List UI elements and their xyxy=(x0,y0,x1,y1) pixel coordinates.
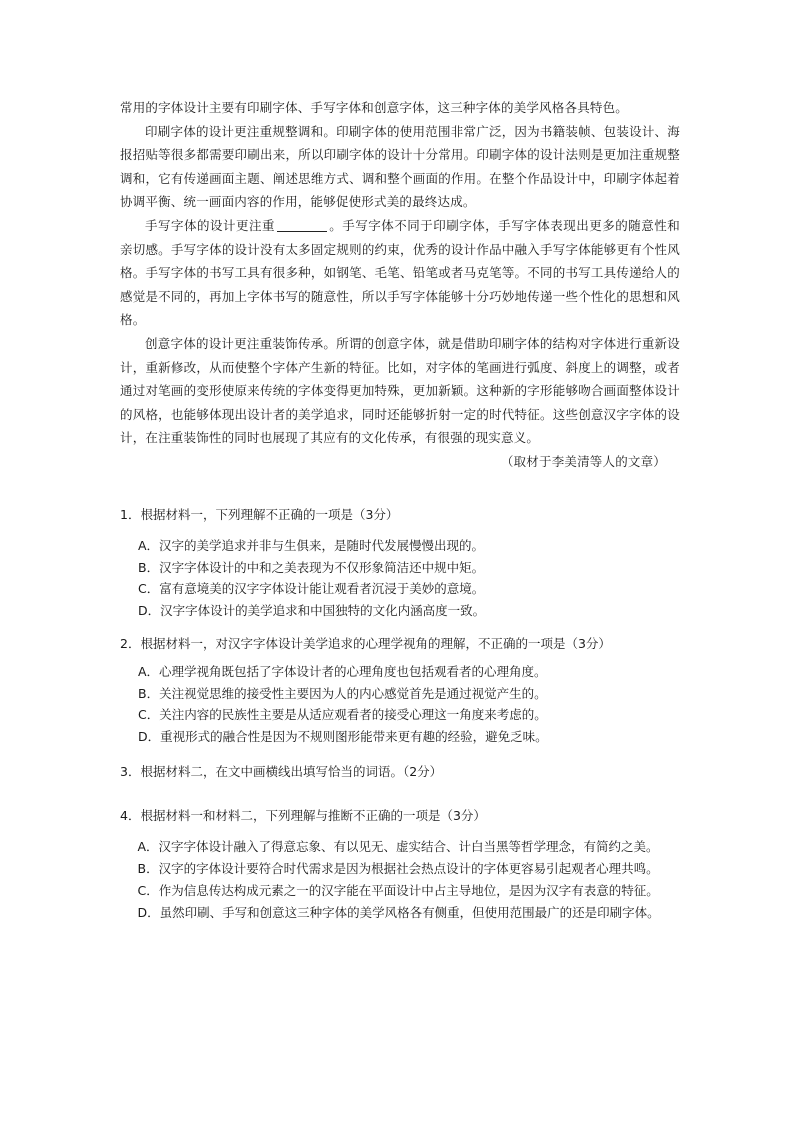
option-a: A．汉字字体设计融入了得意忘象、有以见无、虚实结合、计白当黑等哲学理念，有简约之美。 xyxy=(137,839,659,854)
option-d: D．虽然印刷、手写和创意这三种字体的美学风格各有侧重，但使用范围最广的还是印刷字体。 xyxy=(137,905,660,920)
option-c: C．作为信息传达构成元素之一的汉字能在平面设计中占主导地位，是因为汉字有表意的特征。 xyxy=(137,883,659,898)
question-list xyxy=(120,504,680,924)
option-list xyxy=(120,535,680,621)
question-stem: 2．根据材料一，对汉字字体设计美学追求的心理学视角的理解，不正确的一项是（3分） xyxy=(120,636,611,651)
passage-paragraph-4: 创意字体的设计更注重装饰传承。所谓的创意字体，就是借助印刷字体的结构对字体进行重新设计，重新修改，从而使整个字体产生新的特征。比如，对字体的笔画进行弧度、斜度上的调整，或者通过对笔画的变形使原来传统的字体变得更加特殊，更加新颖。这种新的字形能够吻合画面整体设计的风格，也能够体现出设计者的美学追求，同时还能够折射一定的时代特征。这些创意汉字字体的设计，在注重装饰性的同时也展现了其应有的文化传承，有很强的现实意义。 xyxy=(120,335,680,446)
option-b: B．汉字的字体设计要符合时代需求是因为根据社会热点设计的字体更容易引起观者心理共鸣。 xyxy=(137,861,659,876)
question-stem: 4．根据材料一和材料二，下列理解与推断不正确的一项是（3分） xyxy=(120,808,486,823)
option-list xyxy=(120,836,680,924)
question-4 xyxy=(120,805,680,924)
passage-source: （取材于李美清等人的文章） xyxy=(500,453,666,469)
question-stem: 1．根据材料一，下列理解不正确的一项是（3分） xyxy=(120,507,399,522)
passage-paragraph-3 xyxy=(120,214,680,332)
option-b: B．关注视觉思维的接受性主要因为人的内心感觉首先是通过视觉产生的。 xyxy=(138,685,547,701)
option-list xyxy=(120,661,680,747)
fill-in-blank xyxy=(277,217,327,232)
option-d: D．重视形式的融合性是因为不规则图形能带来更有趣的经验，避免乏味。 xyxy=(138,728,548,744)
reading-passage xyxy=(120,96,680,474)
option-a: A．心理学视角既包括了字体设计者的心理角度也包括观看者的心理角度。 xyxy=(138,664,547,679)
option-c: C．关注内容的民族性主要是从适应观看者的接受心理这一角度来考虑的。 xyxy=(138,707,547,722)
question-1 xyxy=(120,504,680,621)
passage-paragraph-2: 印刷字体的设计更注重规整调和。印刷字体的使用范围非常广泛，因为书籍装帧、包装设计、海报招贴等很多都需要印刷出来，所以印刷字体的设计十分常用。印刷字体的设计法则是更加注重规整调和，它有传递画面主题、阐述思维方式、调和整个画面的作用。在整个作品设计中，印刷字体起着协调平衡、统一画面内容的作用，能够促使形式美的最终达成。 xyxy=(120,123,680,210)
question-stem: 3．根据材料二，在文中画横线出填写恰当的词语。（2分） xyxy=(120,764,443,779)
paragraph-3-rest: 。手写字体不同于印刷字体，手写字体表现出更多的随意性和亲切感。手写字体的设计没有太多固定规则的约束，优秀的设计作品中融入手写字体能够更有个性风格。手写字体的书写工具有很多种，如钢笔、毛笔、铅笔或者马克笔等。不同的书写工具传递给人的感觉是不同的，再加上字体书写的随意性，所以手写字体能够十分巧妙地传递一些个性化的思想和风格。 xyxy=(120,217,680,328)
question-3 xyxy=(120,761,680,783)
option-a: A．汉字的美学追求并非与生俱来，是随时代发展慢慢出现的。 xyxy=(138,538,485,553)
option-b: B．汉字字体设计的中和之美表现为不仅形象简洁还中规中矩。 xyxy=(138,559,485,575)
paragraph-3-lead: 手写字体的设计更注重 xyxy=(145,217,275,233)
option-c: C．富有意境美的汉字字体设计能让观看者沉浸于美妙的意境。 xyxy=(138,581,485,596)
question-2 xyxy=(120,629,680,747)
passage-paragraph-1: 常用的字体设计主要有印刷字体、手写字体和创意字体，这三种字体的美学风格各具特色。 xyxy=(120,100,629,115)
option-d: D．汉字字体设计的美学追求和中国独特的文化内涵高度一致。 xyxy=(138,602,486,618)
